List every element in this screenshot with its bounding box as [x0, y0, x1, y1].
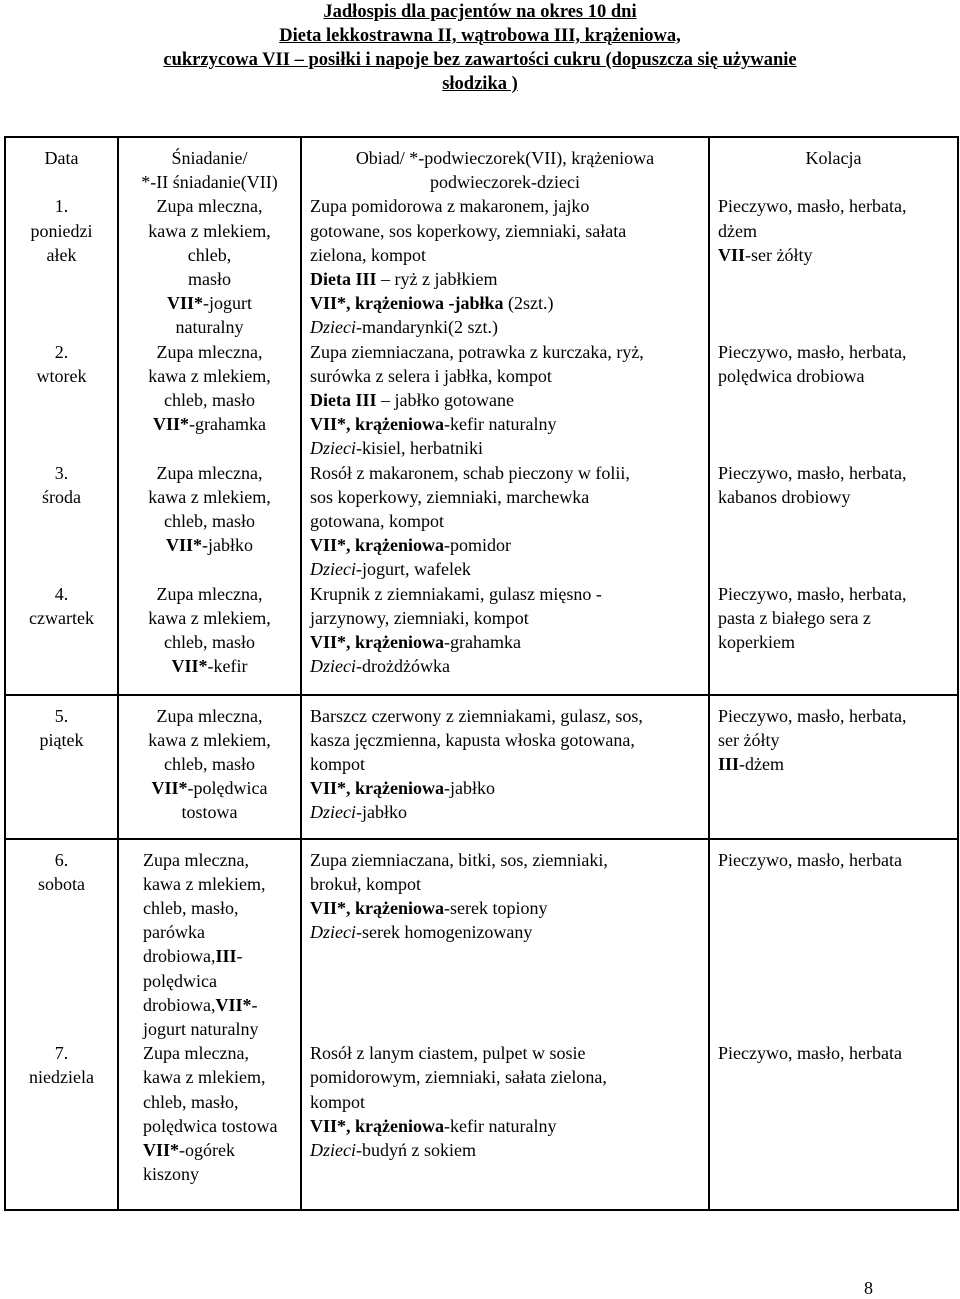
dinner-cell: Pieczywo, masło, herbata: [709, 839, 958, 1042]
title-line-4: słodzika ): [442, 74, 518, 94]
breakfast-cell: Zupa mleczna, kawa z mlekiem, chleb, masło VII*-kefir: [118, 582, 301, 695]
breakfast-cell: Zupa mleczna, kawa z mlekiem, chleb, masło VII*-polędwica tostowa: [118, 695, 301, 839]
title-line-3: cukrzycowa VII – posiłki i napoje bez zawartości cukru (dopuszcza się używanie: [163, 50, 797, 70]
page-number: 8: [864, 1278, 873, 1298]
breakfast-cell: Zupa mleczna, kawa z mlekiem, chleb, masło VII*-jogurt naturalny: [118, 194, 301, 339]
title-line-1: Jadłospis dla pacjentów na okres 10 dni: [323, 2, 637, 22]
day-cell: 7. niedziela: [5, 1041, 118, 1210]
table-row-day-7: [5, 1041, 958, 1210]
day-cell: 5. piątek: [5, 695, 118, 839]
header-kolacja: Kolacja: [709, 137, 958, 194]
document-title: [0, 0, 960, 96]
lunch-cell: Zupa pomidorowa z makaronem, jajko gotowane, sos koperkowy, ziemniaki, sałata zielona, kompot Dieta III – ryż z jabłkiem VII*, krążeniowa -jabłka (2szt.) Dzieci-mandarynki(2 szt.): [301, 194, 709, 339]
breakfast-cell: Zupa mleczna, kawa z mlekiem, chleb, masło, polędwica tostowa VII*-ogórek kiszony: [118, 1041, 301, 1210]
header-obiad: Obiad/ *-podwieczorek(VII), krążeniowa podwieczorek-dzieci: [301, 137, 709, 194]
day-cell: 3. środa: [5, 461, 118, 582]
breakfast-cell: Zupa mleczna, kawa z mlekiem, chleb, masło, parówka drobiowa,III- polędwica drobiowa,VII*- jogurt naturalny: [118, 839, 301, 1042]
day-cell: 4. czwartek: [5, 582, 118, 695]
lunch-cell: Zupa ziemniaczana, potrawka z kurczaka, ryż, surówka z selera i jabłka, kompot Dieta III – jabłko gotowane VII*, krążeniowa-kefir naturalny Dzieci-kisiel, herbatniki: [301, 340, 709, 461]
table-row-day-3: [5, 461, 958, 582]
lunch-cell: Rosół z lanym ciastem, pulpet w sosie pomidorowym, ziemniaki, sałata zielona, kompot VII*, krążeniowa-kefir naturalny Dzieci-budyń z sokiem: [301, 1041, 709, 1210]
dinner-cell: Pieczywo, masło, herbata, pasta z białego sera z koperkiem: [709, 582, 958, 695]
dinner-cell: Pieczywo, masło, herbata, kabanos drobiowy: [709, 461, 958, 582]
day-cell: 1. poniedzi ałek: [5, 194, 118, 339]
header-sniadanie: Śniadanie/ *-II śniadanie(VII): [118, 137, 301, 194]
table-row-day-5: [5, 695, 958, 839]
dinner-cell: Pieczywo, masło, herbata: [709, 1041, 958, 1210]
dinner-cell: Pieczywo, masło, herbata, polędwica drobiowa: [709, 340, 958, 461]
day-cell: 6. sobota: [5, 839, 118, 1042]
menu-table: [4, 136, 959, 1211]
table-row-day-1: [5, 194, 958, 339]
lunch-cell: Krupnik z ziemniakami, gulasz mięsno - jarzynowy, ziemniaki, kompot VII*, krążeniowa-grahamka Dzieci-drożdżówka: [301, 582, 709, 695]
table-row-day-2: [5, 340, 958, 461]
table-row-day-4: [5, 582, 958, 695]
day-cell: 2. wtorek: [5, 340, 118, 461]
breakfast-cell: Zupa mleczna, kawa z mlekiem, chleb, masło VII*-jabłko: [118, 461, 301, 582]
lunch-cell: Rosół z makaronem, schab pieczony w folii, sos koperkowy, ziemniaki, marchewka gotowana, kompot VII*, krążeniowa-pomidor Dzieci-jogurt, wafelek: [301, 461, 709, 582]
dinner-cell: Pieczywo, masło, herbata, dżem VII-ser żółty: [709, 194, 958, 339]
dinner-cell: Pieczywo, masło, herbata, ser żółty III-dżem: [709, 695, 958, 839]
breakfast-cell: Zupa mleczna, kawa z mlekiem, chleb, masło VII*-grahamka: [118, 340, 301, 461]
lunch-cell: Zupa ziemniaczana, bitki, sos, ziemniaki, brokuł, kompot VII*, krążeniowa-serek topiony Dzieci-serek homogenizowany: [301, 839, 709, 1042]
lunch-cell: Barszcz czerwony z ziemniakami, gulasz, sos, kasza jęczmienna, kapusta włoska gotowana, kompot VII*, krążeniowa-jabłko Dzieci-jabłko: [301, 695, 709, 839]
table-row-day-6: [5, 839, 958, 1042]
title-line-2: Dieta lekkostrawna II, wątrobowa III, krążeniowa,: [279, 26, 681, 46]
table-header-row: [5, 137, 958, 194]
header-data: Data: [5, 137, 118, 194]
